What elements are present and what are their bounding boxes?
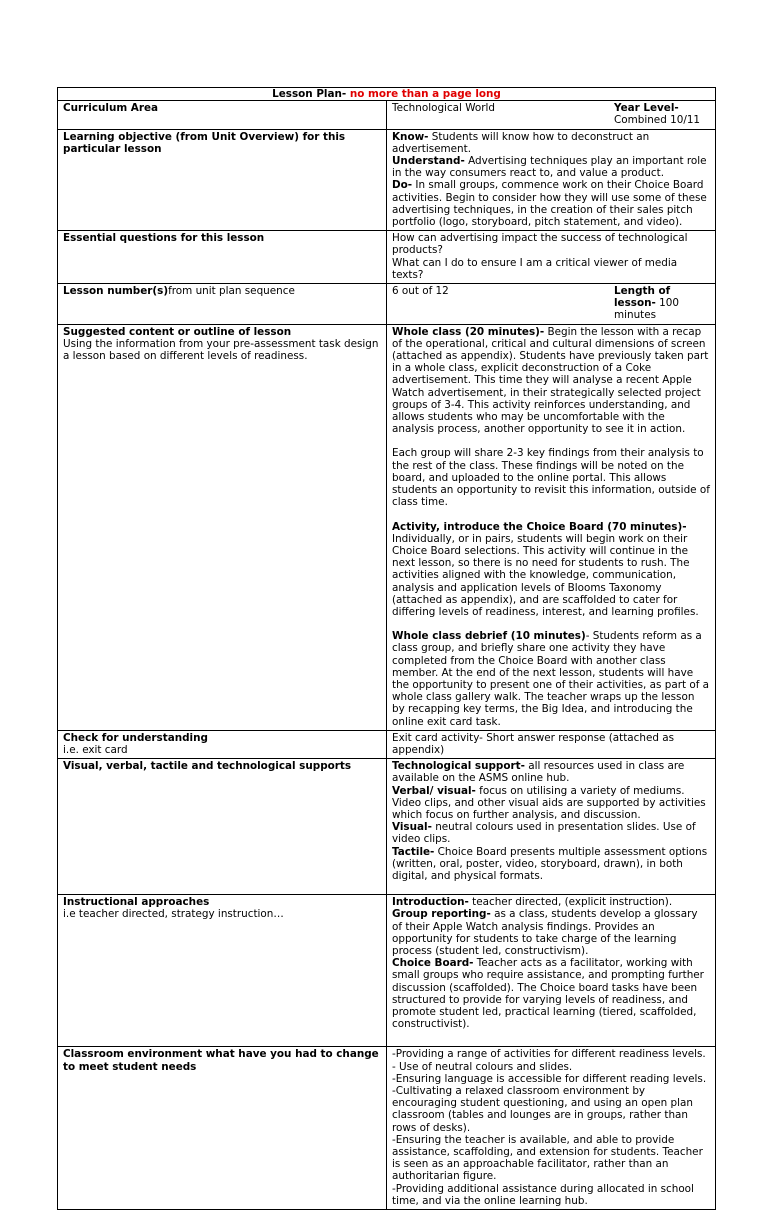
lesson-number-label-cell (58, 284, 387, 325)
instructional-cell (387, 895, 716, 1047)
check-sublabel: i.e. exit card (63, 743, 128, 756)
essential-question-1: How can advertising impact the success of technological products? (392, 232, 688, 257)
essential-question-2: What can I do to ensure I am a critical viewer of media texts? (392, 256, 678, 281)
visual-support-text: neutral colours used in presentation slides. Use of video clips. (392, 821, 696, 846)
year-level-value: Combined 10/11 (614, 114, 701, 127)
curriculum-value: Technological World (392, 102, 495, 115)
environment-cell (387, 1047, 716, 1210)
content-p3-heading: Activity, introduce the Choice Board (70 minutes)- (392, 520, 687, 533)
essential-row (58, 231, 716, 284)
objective-row (58, 129, 716, 231)
group-reporting-text: as a class, students develop a glossary of their Apple Watch analysis findings. Provides an opportunity for students to take charge of the learning process (student led, constructivism). (392, 908, 698, 957)
objective-label: Learning objective (from Unit Overview) for this particular lesson (58, 129, 387, 231)
length-value: 100 minutes (614, 297, 679, 322)
check-value: Exit card activity- Short answer response (attached as appendix) (387, 730, 716, 758)
understand-label: Understand- (392, 155, 465, 168)
page-title: Lesson Plan- (272, 88, 350, 100)
length-label: Length of lesson- (614, 285, 671, 310)
lesson-number-cell (387, 284, 716, 325)
essential-label: Essential questions for this lesson (58, 231, 387, 284)
know-label: Know- (392, 130, 429, 143)
curriculum-label: Curriculum Area (58, 101, 387, 129)
environment-item: - Use of neutral colours and slides. (392, 1060, 573, 1073)
supports-cell (387, 759, 716, 895)
page-title-note: no more than a page long (349, 88, 501, 100)
instructional-label: Instructional approaches (63, 896, 210, 909)
environment-item: -Ensuring language is accessible for different reading levels. (392, 1072, 707, 1085)
essential-cell (387, 231, 716, 284)
environment-item: -Ensuring the teacher is available, and able to provide assistance, scaffolding, and extension for students. Teacher is seen as an approachable facilitator, rather than an authoritarian figure. (392, 1133, 703, 1183)
content-p1-text: Begin the lesson with a recap of the operational, critical and cultural dimensions of screen (attached as appendix). Students have previously taken part in a whole class, explicit deconstruction of a Coke advertisement. This time they will analyse a recent Apple Watch advertisement, in their strategically selected project groups of 3-4. This activity reinforces understanding, and allows students who may be uncomfortable with the analysis process, another opportunity to see it in action. (392, 325, 709, 436)
content-p4-heading: Whole class debrief (10 minutes) (392, 630, 586, 643)
content-row (58, 324, 716, 730)
verbal-support-label: Verbal/ visual- (392, 784, 476, 797)
year-level-label: Year Level- (614, 102, 679, 115)
choice-board-label: Choice Board- (392, 957, 474, 970)
content-p3-text: Individually, or in pairs, students will begin work on their Choice Board selections. This activity will continue in the next lesson, so there is no need for students to rush. The activities aligned with the knowledge, communication, analysis and application levels of Blooms Taxonomy (attached as appendix), and are scaffolded to cater for differing levels of readiness, interest, and learning profiles. (392, 532, 699, 618)
instructional-sublabel: i.e teacher directed, strategy instruction… (63, 908, 284, 921)
verbal-support-text: focus on utilising a variety of mediums. Video clips, and other visual aids are supported by activities which focus on further analysis, and discussion. (392, 784, 706, 821)
tech-support-label: Technological support- (392, 760, 525, 773)
environment-row (58, 1047, 716, 1210)
content-p4-text: - Students reform as a class group, and briefly share one activity they have completed from the Choice Board with another class member. At the end of the next lesson, students will have the opportunity to present one of their activities, as part of a whole class gallery walk. The teacher wraps up the lesson by recapping key terms, the Big Idea, and introducing the online exit card task. (392, 630, 710, 728)
title-row (58, 88, 716, 101)
environment-item: -Providing additional assistance during allocated in school time, and via the online learning hub. (392, 1182, 694, 1207)
group-reporting-label: Group reporting- (392, 908, 491, 921)
instructional-row (58, 895, 716, 1047)
content-cell (387, 324, 716, 730)
environment-item: -Providing a range of activities for different readiness levels. (392, 1048, 706, 1061)
supports-label: Visual, verbal, tactile and technological supports (58, 759, 387, 895)
supports-row (58, 759, 716, 895)
curriculum-row (58, 101, 716, 129)
check-label-cell (58, 730, 387, 758)
title-cell (58, 88, 716, 101)
check-label: Check for understanding (63, 731, 208, 744)
content-p1-heading: Whole class (20 minutes)- (392, 325, 545, 338)
lesson-number-row (58, 284, 716, 325)
check-row (58, 730, 716, 758)
choice-board-text: Teacher acts as a facilitator, working with small groups who require assistance, and prompting further discussion (scaffolded). The Choice board tasks have been structured to provide for varying levels of readiness, and promote student led, practical learning (tiered, scaffolded, constructivist). (392, 957, 704, 1031)
environment-label: Classroom environment what have you had to change to meet student needs (58, 1047, 387, 1210)
curriculum-cell (387, 101, 716, 129)
content-sublabel: Using the information from your pre-assessment task design a lesson based on different levels of readiness. (63, 337, 379, 363)
tech-support-text: all resources used in class are available on the ASMS online hub. (392, 760, 685, 785)
environment-item: -Cultivating a relaxed classroom environment by encouraging student questioning, and using an open plan classroom (tables and lounges are in groups, rather than rows of desks). (392, 1085, 693, 1134)
visual-support-label: Visual- (392, 821, 432, 834)
content-p2-text: Each group will share 2-3 key findings from their analysis to the rest of the class. These findings will be noted on the board, and uploaded to the online portal. This allows students an opportunity to revisit this information, outside of class time. (392, 447, 710, 509)
lesson-number-sublabel: from unit plan sequence (168, 285, 295, 298)
introduction-label: Introduction- (392, 896, 469, 909)
content-label: Suggested content or outline of lesson (63, 325, 292, 338)
content-label-cell (58, 324, 387, 730)
lesson-plan-table (57, 87, 716, 1210)
introduction-text: teacher directed, (explicit instruction). (468, 896, 673, 909)
lesson-number-value: 6 out of 12 (392, 285, 449, 298)
understand-text: Advertising techniques play an important role in the way consumers react to, and value a product. (392, 155, 707, 180)
tactile-support-label: Tactile- (392, 845, 435, 858)
know-text: Students will know how to deconstruct an advertisement. (392, 130, 650, 155)
do-text: In small groups, commence work on their Choice Board activities. Begin to consider how they will use some of these advertising techniques, in the creation of their sales pitch portfolio (logo, storyboard, pitch statement, and video). (392, 179, 707, 229)
tactile-support-text: Choice Board presents multiple assessment options (written, oral, poster, video, storyboard, drawn), in both digital, and physical formats. (392, 845, 708, 882)
objective-cell (387, 129, 716, 231)
lesson-number-label: Lesson number(s) (63, 285, 169, 298)
do-label: Do- (392, 179, 413, 192)
lesson-plan-page (57, 87, 716, 1210)
instructional-label-cell (58, 895, 387, 1047)
